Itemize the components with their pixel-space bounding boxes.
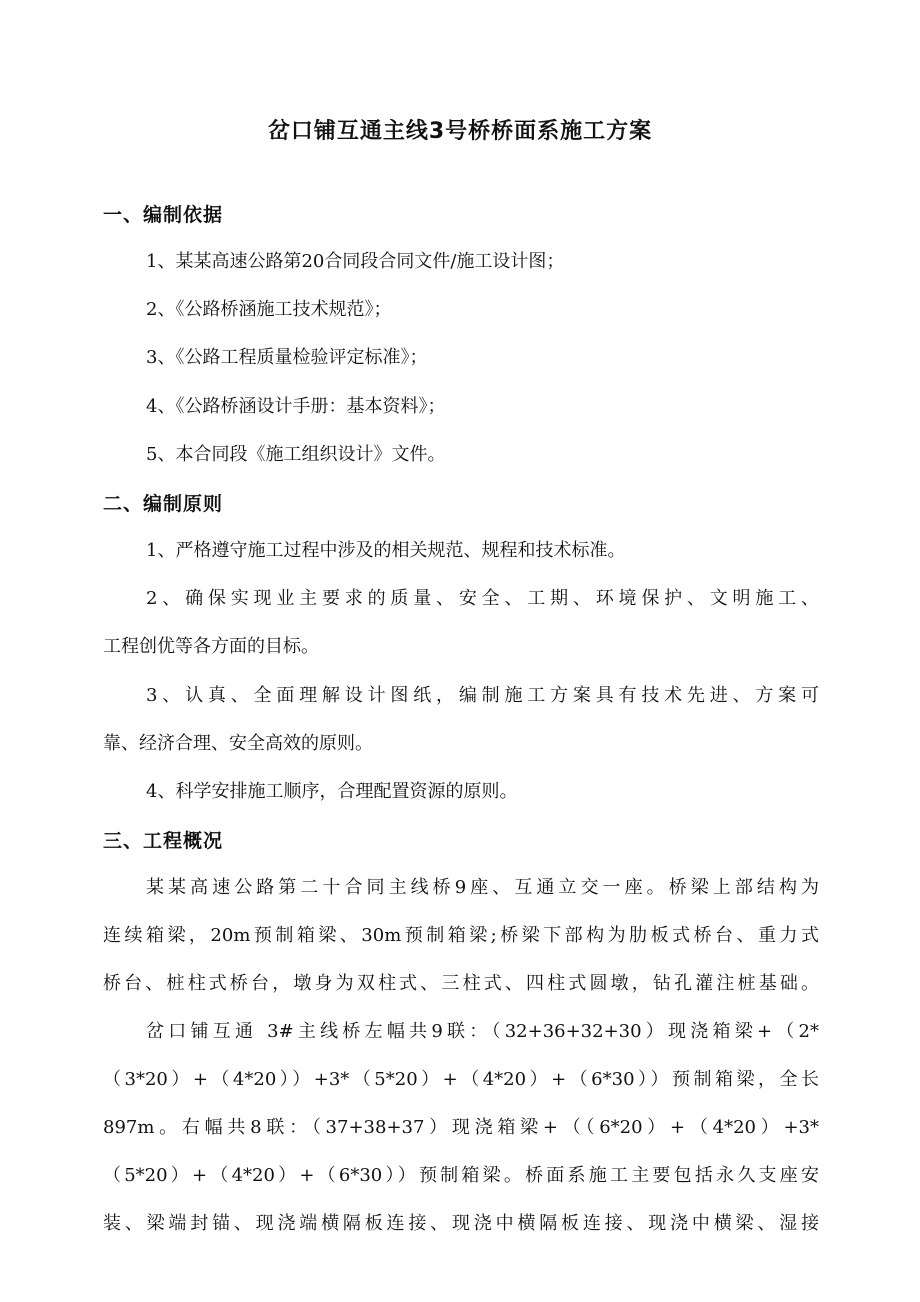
overview-line-8: 装、梁端封锚、现浇端横隔板连接、现浇中横隔板连接、现浇中横梁、湿接 bbox=[103, 1213, 819, 1234]
section-heading-overview: 三、工程概况 bbox=[103, 830, 224, 852]
overview-line-3: 桥台、桩柱式桥台，墩身为双柱式、三柱式、四柱式圆墩，钻孔灌注桩基础。 bbox=[103, 973, 819, 994]
basis-item-4: 4、《公路桥涵设计手册：基本资料》； bbox=[146, 396, 446, 417]
overview-line-4: 岔口铺互通 3#主线桥左幅共9联：（32+36+32+30）现浇箱梁+（2* bbox=[146, 1021, 819, 1042]
overview-line-1: 某某高速公路第二十合同主线桥9座、互通立交一座。桥梁上部结构为 bbox=[146, 877, 819, 898]
overview-line-7: （5*20）+（4*20）+（6*30））预制箱梁。桥面系施工主要包括永久支座安 bbox=[103, 1165, 819, 1186]
section-heading-principles: 二、编制原则 bbox=[103, 493, 224, 515]
overview-line-6: 897m。右幅共8联：（37+38+37）现浇箱梁+（（6*20）+（4*20）+3* bbox=[103, 1117, 819, 1138]
document-title: 岔口铺互通主线3号桥桥面系施工方案 bbox=[267, 119, 653, 144]
basis-item-3: 3、《公路工程质量检验评定标准》； bbox=[146, 347, 428, 368]
basis-item-1: 1、某某高速公路第20合同段合同文件/施工设计图； bbox=[146, 251, 565, 272]
principle-line-3: 工程创优等各方面的目标。 bbox=[103, 636, 319, 657]
principle-line-1: 1、严格遵守施工过程中涉及的相关规范、规程和技术标准。 bbox=[146, 540, 626, 561]
basis-item-2: 2、《公路桥涵施工技术规范》； bbox=[146, 299, 392, 320]
overview-line-2: 连续箱梁，20m预制箱梁、30m预制箱梁;桥梁下部构为肋板式桥台、重力式 bbox=[103, 925, 819, 946]
principle-line-4: 3、认真、全面理解设计图纸，编制施工方案具有技术先进、方案可 bbox=[146, 685, 819, 706]
basis-item-5: 5、本合同段《施工组织设计》文件。 bbox=[146, 444, 446, 465]
section-heading-basis: 一、编制依据 bbox=[103, 204, 224, 226]
overview-line-5: （3*20）+（4*20））+3*（5*20）+（4*20）+（6*30））预制箱梁，全长 bbox=[103, 1069, 819, 1090]
principle-line-5: 靠、经济合理、安全高效的原则。 bbox=[103, 733, 373, 754]
principle-line-6: 4、科学安排施工顺序，合理配置资源的原则。 bbox=[146, 781, 518, 802]
principle-line-2: 2、确保实现业主要求的质量、安全、工期、环境保护、文明施工、 bbox=[146, 588, 819, 609]
